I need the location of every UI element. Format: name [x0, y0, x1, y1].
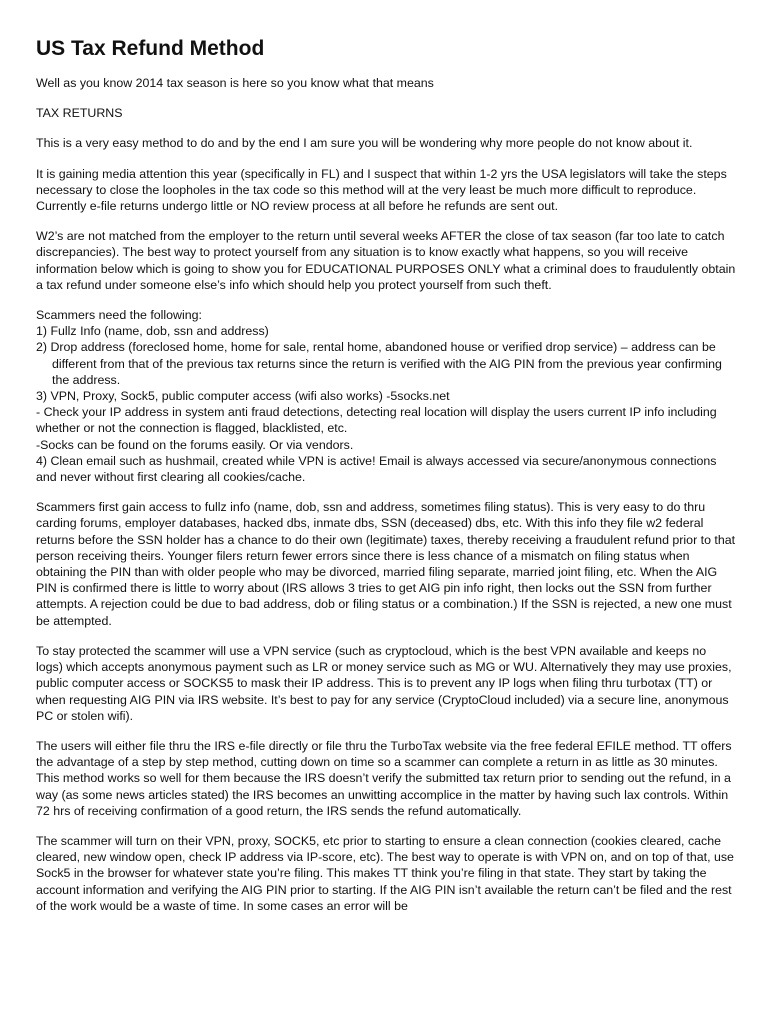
paragraph-easy-method: This is a very easy method to do and by the end I am sure you will be wondering why more people do not know about it. — [36, 136, 693, 151]
paragraph-vpn-service: To stay protected the scammer will use a VPN service (such as cryptocloud, which is the best VPN available and keeps no logs) which accepts anonymous payment such as LR or money service such as MG or WU. Alternatively they may use proxies, public computer access or SOCKS5 to mask their IP address. This is to prevent any IP logs when filing thru turbotax (TT) or when requesting AIG PIN via IRS website. It’s best to pay for any service (CryptoCloud included) via a secure line, anonymous PC or stolen wifi). — [36, 643, 732, 723]
list-item: 2) Drop address (foreclosed home, home for sale, rental home, abandoned house or verified drop service) – address can be different from that of the previous tax returns since the return is verified with the AIG PIN from the previous year confirming the address. — [36, 340, 722, 387]
requirements-list — [36, 307, 736, 485]
list-item: 4) Clean email such as hushmail, created while VPN is active! Email is always accessed via secure/anonymous connections and never without first clearing all cookies/cache. — [36, 453, 717, 485]
paragraph-intro: Well as you know 2014 tax season is here so you know what that means — [36, 76, 434, 90]
page-title: US Tax Refund Method — [36, 37, 265, 60]
document-page — [36, 34, 736, 928]
paragraph-fullz-info: Scammers first gain access to fullz info (name, dob, ssn and address, sometimes filing status). This is very easy to do thru carding forums, employer databases, hacked dbs, inmate dbs, SSN (deceased) dbs, etc. With this info they file w2 federal returns before the SSN holder has a chance to do their own (legitimate) taxes, thereby receiving a fraudulent refund prior to that person receiving theirs. Younger filers return fewer errors since there is less chance of a mismatch on filing status when obtaining the PIN than with older people who may be divorced, married filing separate, married joint filing, etc. When the AIG PIN is confirmed there is little to worry about (IRS allows 3 tries to get AIG pin info right, then locks out the SSN from further attempts. A rejection could be due to bad address, dob or filing status or a combination.) If the SSN is rejected, a new one must be attempted. — [36, 500, 736, 628]
paragraph-w2-matching: W2’s are not matched from the employer to the return until several weeks AFTER the close of tax season (far too late to catch discrepancies). The best way to protect yourself from any situation is to know exactly what happens, so you will receive information below which is going to show you for EDUCATIONAL PURPOSES ONLY what a criminal does to fraudulently obtain a tax refund under someone else’s info which should help you protect yourself from such theft. — [36, 229, 736, 292]
paragraph-media-attention: It is gaining media attention this year (specifically in FL) and I suspect that within 1-2 yrs the USA legislators will take the steps necessary to close the loopholes in the tax code so this method will at the very least be much more difficult to reproduce. Currently e-file returns undergo little or NO review process at all before he refunds are sent out. — [36, 166, 727, 214]
paragraph-efile: The users will either file thru the IRS e-file directly or file thru the TurboTax website via the free federal EFILE method. TT offers the advantage of a step by step method, cutting down on time so a scammer can complete a return in as little as 30 minutes. This method works so well for them because the IRS doesn’t verify the submitted tax return prior to sending out the refund, in a way (as some news articles stated) the IRS becomes an unwitting accomplice in the matter by having such lax controls. Within 72 hrs of receiving confirmation of a good return, the IRS sends the refund automatically. — [36, 738, 732, 818]
list-intro: Scammers need the following: — [36, 308, 202, 323]
list-subitem: -Socks can be found on the forums easily. Or via vendors. — [36, 437, 354, 452]
paragraph-tax-returns: TAX RETURNS — [36, 106, 123, 121]
list-item: 3) VPN, Proxy, Sock5, public computer access (wifi also works) -5socks.net — [36, 389, 450, 404]
list-subitem: - Check your IP address in system anti fraud detections, detecting real location will display the users current IP info including whether or not the connection is flagged, blacklisted, etc. — [36, 405, 717, 436]
paragraph-connection: The scammer will turn on their VPN, proxy, SOCK5, etc prior to starting to ensure a clean connection (cookies cleared, cache cleared, new window open, check IP address via IP-score, etc). The best way to operate is with VPN on, and on top of that, use Sock5 in the browser for whatever state you’re filing. This makes TT think you’re filing in that state. They start by taking the account information and verifying the AIG PIN prior to starting. If the AIG PIN isn’t available the return can’t be filed and the rest of the work would be a waste of time. In some cases an error will be — [36, 833, 734, 913]
list-item: 1) Fullz Info (name, dob, ssn and address) — [36, 324, 269, 339]
